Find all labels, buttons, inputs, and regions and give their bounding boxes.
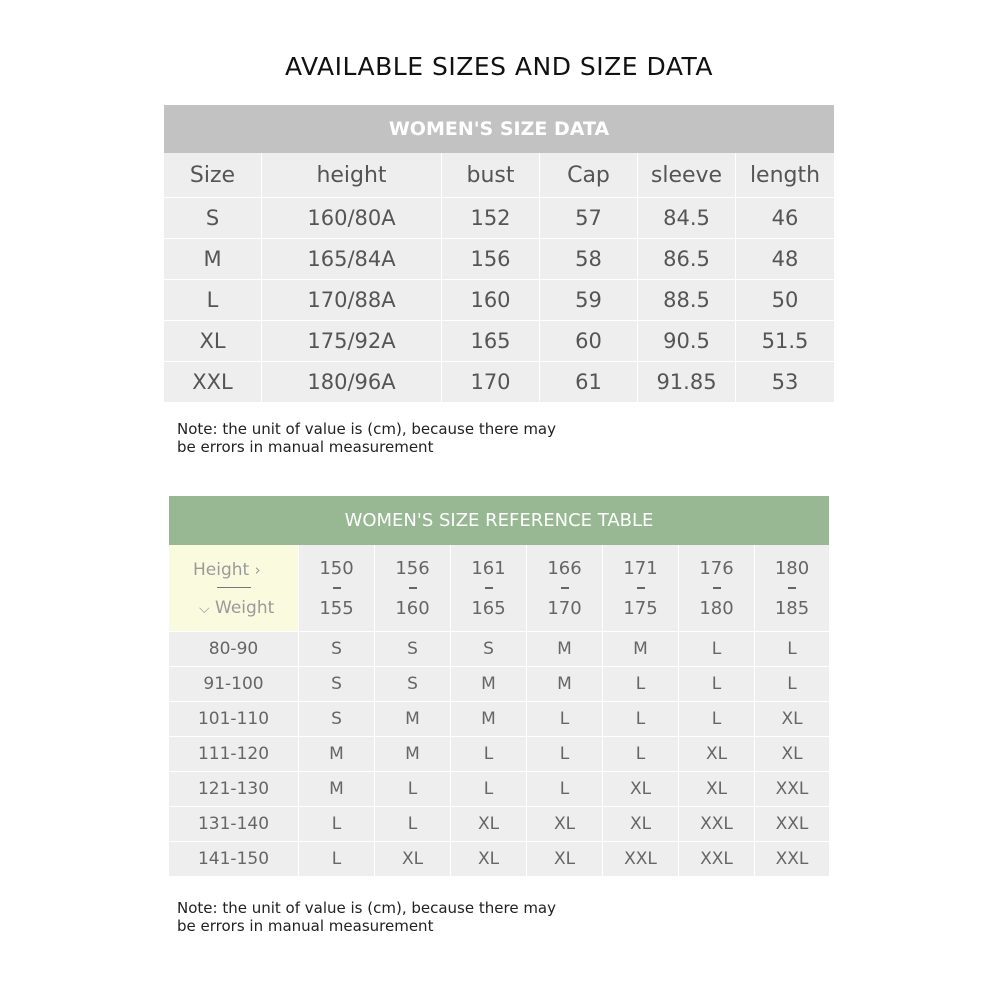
height-from: 161 [471,557,506,579]
column-header: sleeve [638,153,736,198]
size-cell: S [450,632,526,667]
height-range-header [374,545,450,631]
range-dash-icon [333,587,341,589]
weight-range-cell: 91-100 [169,667,298,702]
table-cell: 175/92A [262,321,442,362]
range-dash-icon [637,587,645,589]
height-weight-corner [169,545,298,631]
size-cell: L [526,737,602,772]
height-from: 150 [319,557,354,579]
size-cell: XL [450,842,526,877]
column-header: Size [164,153,262,198]
size-cell: L [526,702,602,737]
height-range-header [754,545,829,631]
height-range-header [602,545,678,631]
size-cell: XL [678,737,754,772]
size-data-banner: WOMEN'S SIZE DATA [164,105,834,153]
height-range-header [298,545,374,631]
size-cell: S [298,667,374,702]
size-cell: XL [450,807,526,842]
note-line: Note: the unit of value is (cm), because there may [177,899,556,917]
range-dash-icon [713,587,721,589]
table-cell: 88.5 [638,280,736,321]
corner-divider [217,587,251,588]
height-from: 176 [699,557,734,579]
size-cell: XXL [678,842,754,877]
size-cell: L [298,807,374,842]
size-cell: M [450,667,526,702]
size-cell: M [298,772,374,807]
size-cell: M [602,632,678,667]
height-range-header [450,545,526,631]
size-cell: XXL [602,842,678,877]
table-cell: 53 [736,362,834,403]
table-cell: XL [164,321,262,362]
height-to: 175 [623,597,658,619]
note-line: Note: the unit of value is (cm), because there may [177,420,556,438]
weight-range-cell: 101-110 [169,702,298,737]
table-cell: 165 [442,321,540,362]
size-cell: XL [678,772,754,807]
size-cell: XL [526,807,602,842]
height-to: 165 [471,597,506,619]
table-cell: 170/88A [262,280,442,321]
size-reference-header [169,545,829,632]
height-from: 180 [774,557,810,579]
weight-label: Weight [215,598,275,618]
size-cell: XXL [678,807,754,842]
height-range-header [526,545,602,631]
size-cell: L [450,772,526,807]
table-cell: 57 [540,198,638,239]
range-dash-icon [788,587,796,589]
size-cell: L [602,737,678,772]
size-cell: M [298,737,374,772]
size-cell: M [374,737,450,772]
table-cell: 46 [736,198,834,239]
size-cell: L [526,772,602,807]
table-cell: 86.5 [638,239,736,280]
size-cell: M [526,632,602,667]
note-line: be errors in manual measurement [177,438,434,456]
size-cell: L [754,632,829,667]
table-cell: 91.85 [638,362,736,403]
size-cell: XL [526,842,602,877]
size-cell: L [298,842,374,877]
size-cell: L [754,667,829,702]
weight-range-cell: 131-140 [169,807,298,842]
size-cell: XL [602,807,678,842]
page-title: AVAILABLE SIZES AND SIZE DATA [285,52,713,81]
size-cell: XL [754,702,829,737]
size-cell: L [678,702,754,737]
chevron-right-icon: › [254,561,261,579]
size-cell: XXL [754,772,829,807]
size-reference-note [177,899,556,935]
weight-range-cell: 111-120 [169,737,298,772]
table-cell: 51.5 [736,321,834,362]
size-cell: XL [754,737,829,772]
range-dash-icon [485,587,493,589]
table-cell: 160 [442,280,540,321]
table-cell: 165/84A [262,239,442,280]
height-to: 185 [774,597,810,619]
size-cell: L [678,632,754,667]
chevron-down-icon: ⌵ [199,601,210,617]
height-to: 170 [547,597,582,619]
size-cell: L [374,807,450,842]
size-reference-table [169,496,829,877]
height-from: 166 [547,557,582,579]
column-header: length [736,153,834,198]
size-cell: M [450,702,526,737]
weight-range-cell: 141-150 [169,842,298,877]
range-dash-icon [561,587,569,589]
size-reference-rows [169,632,829,877]
table-cell: 156 [442,239,540,280]
size-reference-banner: WOMEN'S SIZE REFERENCE TABLE [169,496,829,545]
size-cell: S [374,632,450,667]
table-cell: 48 [736,239,834,280]
table-cell: 59 [540,280,638,321]
size-cell: M [526,667,602,702]
size-cell: XXL [754,807,829,842]
weight-range-cell: 121-130 [169,772,298,807]
column-header: bust [442,153,540,198]
height-from: 171 [623,557,658,579]
note-line: be errors in manual measurement [177,917,434,935]
table-cell: M [164,239,262,280]
size-cell: S [298,702,374,737]
table-cell: 180/96A [262,362,442,403]
weight-range-cell: 80-90 [169,632,298,667]
height-to: 155 [319,597,354,619]
height-range-header [678,545,754,631]
table-cell: 90.5 [638,321,736,362]
table-cell: 160/80A [262,198,442,239]
size-cell: L [602,667,678,702]
size-cell: S [298,632,374,667]
size-cell: XL [602,772,678,807]
size-cell: M [374,702,450,737]
size-data-table [164,105,834,403]
size-cell: L [602,702,678,737]
size-data-grid [164,153,834,403]
size-cell: XL [374,842,450,877]
range-dash-icon [409,587,417,589]
table-cell: 170 [442,362,540,403]
size-cell: L [678,667,754,702]
size-cell: L [450,737,526,772]
table-cell: S [164,198,262,239]
table-cell: 60 [540,321,638,362]
size-data-note [177,420,556,456]
height-to: 180 [699,597,734,619]
size-cell: S [374,667,450,702]
column-header: Cap [540,153,638,198]
size-cell: L [374,772,450,807]
height-from: 156 [395,557,430,579]
height-label: Height [193,560,250,580]
table-cell: L [164,280,262,321]
column-header: height [262,153,442,198]
table-cell: 58 [540,239,638,280]
table-cell: 50 [736,280,834,321]
table-cell: 84.5 [638,198,736,239]
table-cell: 152 [442,198,540,239]
size-cell: XXL [754,842,829,877]
table-cell: XXL [164,362,262,403]
height-to: 160 [395,597,430,619]
table-cell: 61 [540,362,638,403]
